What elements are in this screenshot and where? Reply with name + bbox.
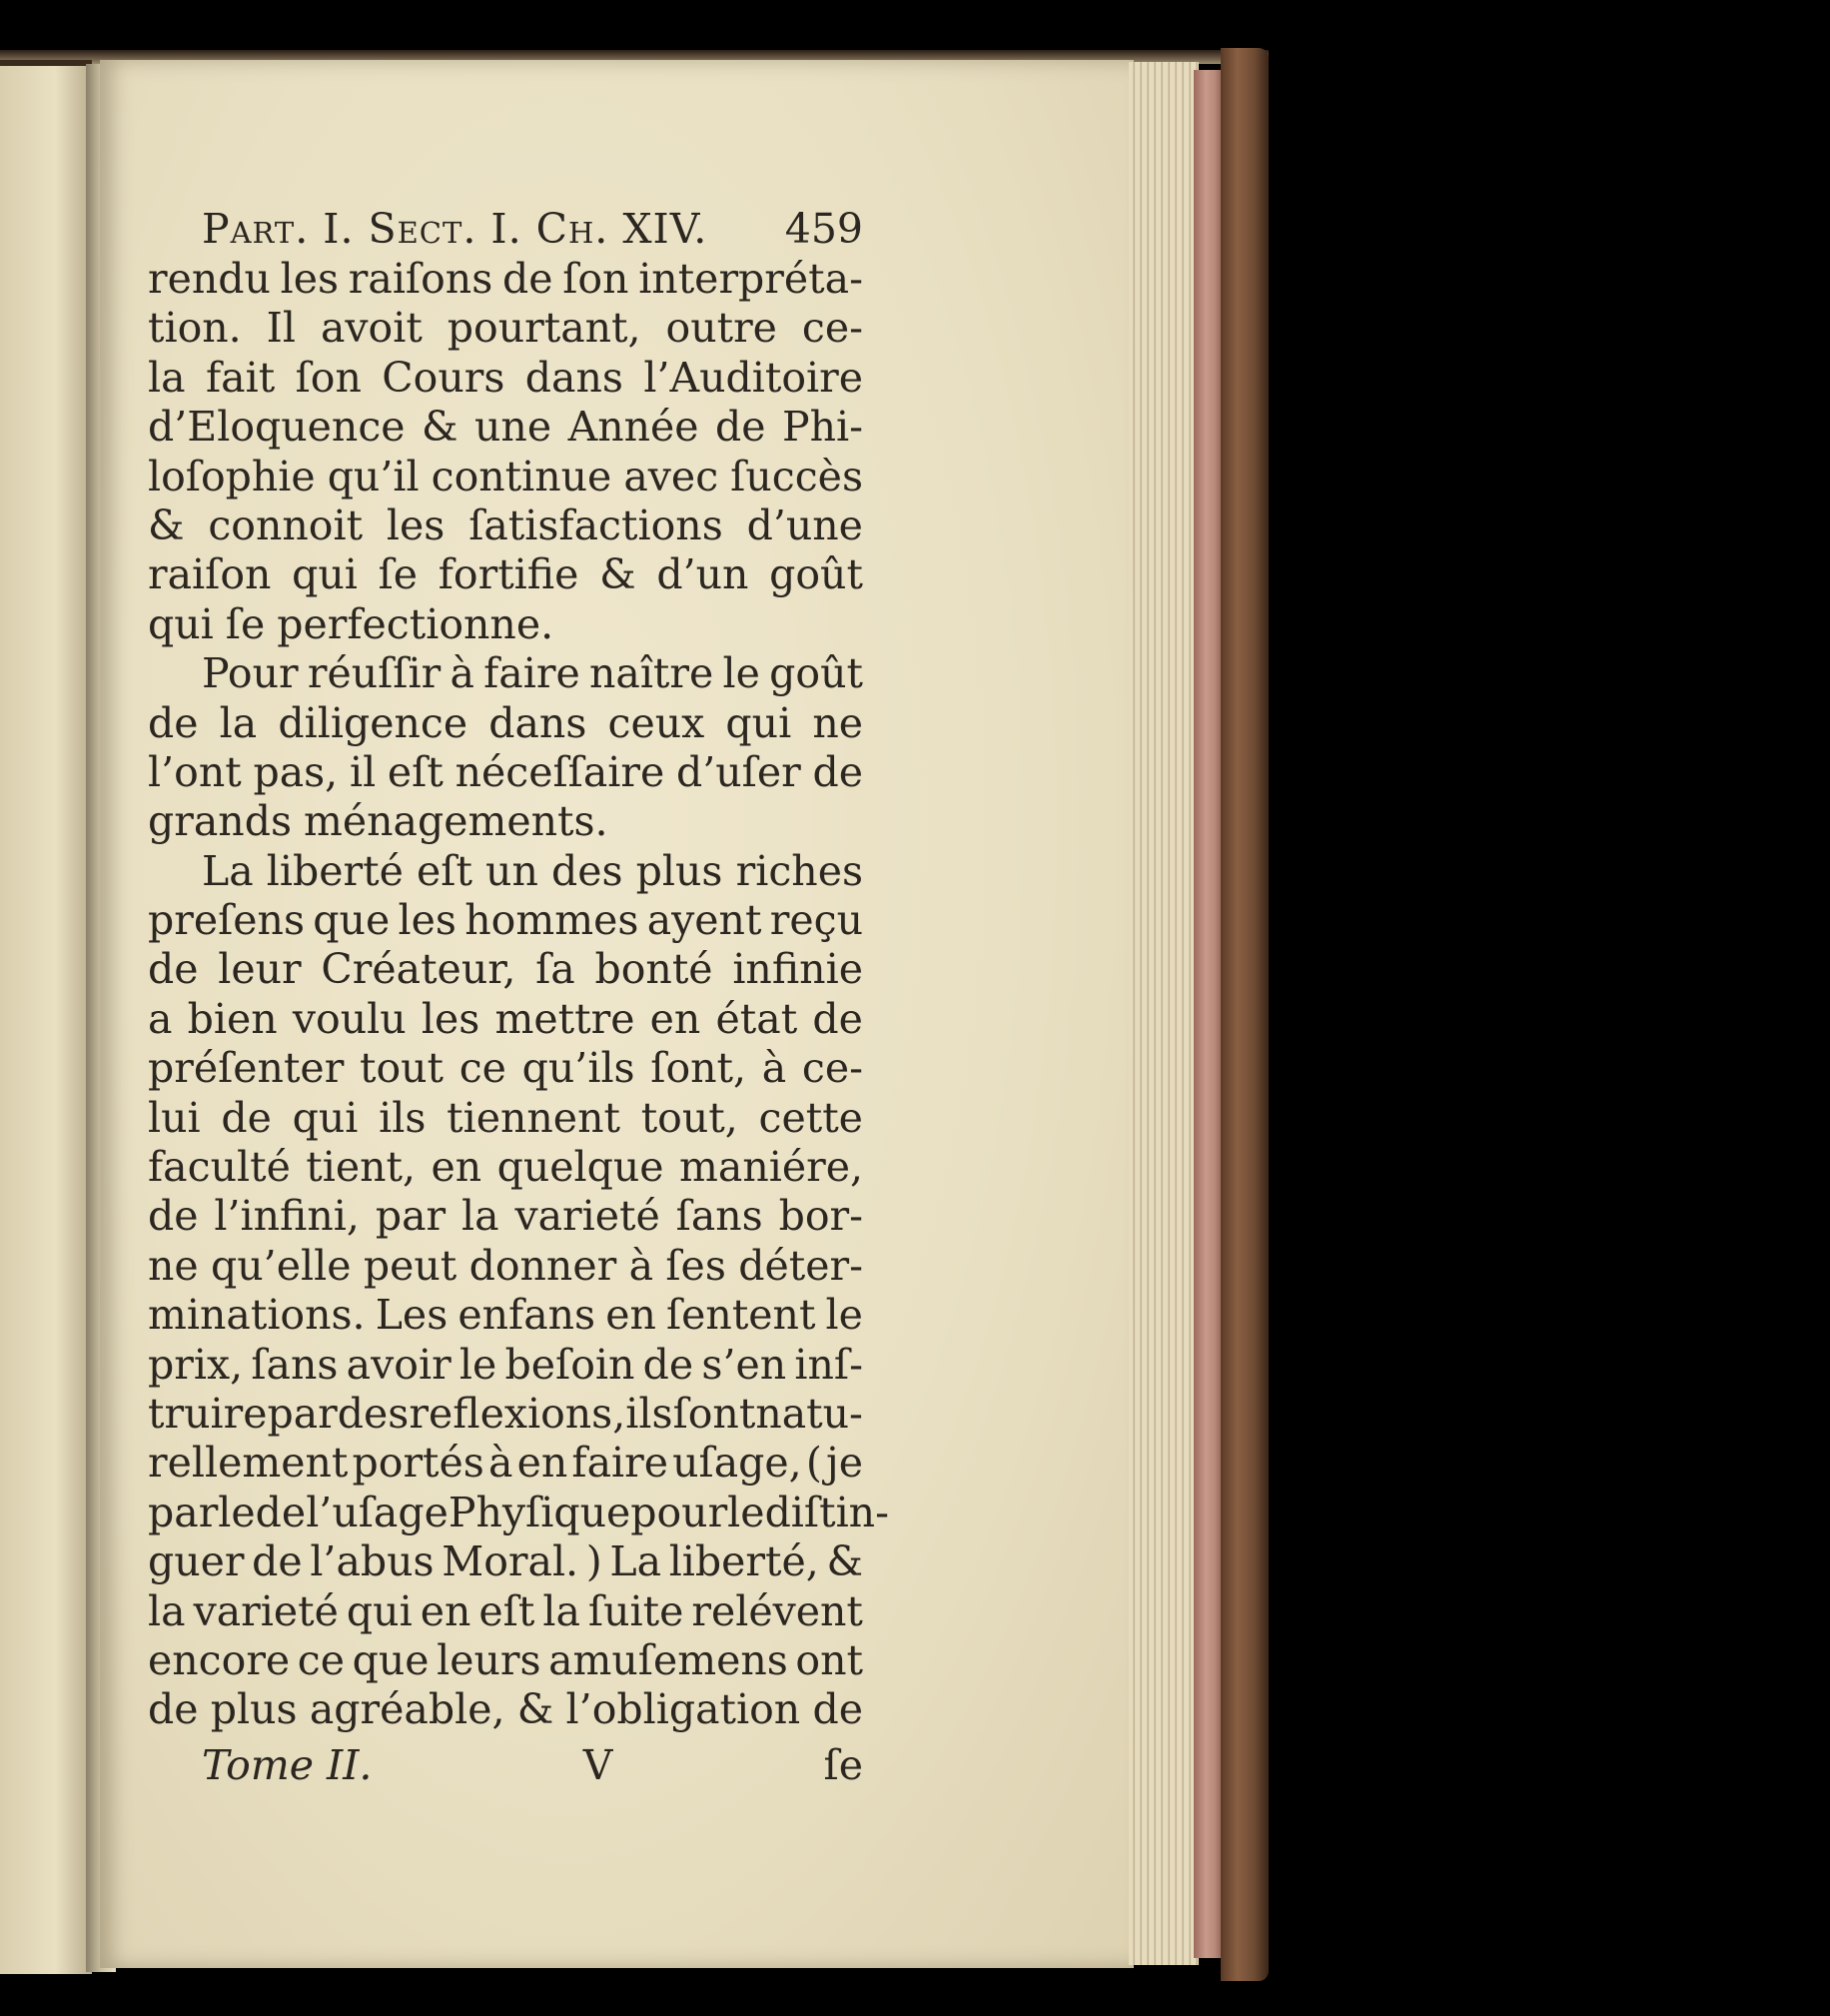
facing-page-edge <box>0 60 92 1974</box>
text-line: de l’infini, par la varieté ſans bor- <box>148 1192 863 1241</box>
text-line: minations. Les enfans en ſentent le <box>148 1291 863 1340</box>
text-line: & connoit les ſatisfactions d’une <box>148 501 863 549</box>
page-edges <box>1129 62 1199 1965</box>
text-line: faculté tient, en quelque maniére, <box>148 1143 863 1192</box>
text-line: La liberté eſt un des plus riches <box>202 846 863 895</box>
text-line: guer de l’abus Moral. ) La liberté, & <box>148 1537 863 1586</box>
text-line: lui de qui ils tiennent tout, cette <box>148 1093 863 1142</box>
text-line: a bien voulu les mettre en état de <box>148 994 863 1043</box>
running-head <box>148 205 863 253</box>
page-number: 459 <box>784 205 863 253</box>
text-line: tion. Il avoit pourtant, outre ce- <box>148 304 863 353</box>
text-line: de leur Créateur, ſa bonté infinie <box>148 945 863 994</box>
text-line: de plus agréable, & l’obligation de <box>148 1685 863 1734</box>
running-head-title: Part. I. Sect. I. Ch. XIV. <box>202 205 708 253</box>
volume-mark: Tome II. <box>202 1740 373 1789</box>
text-line: d’Eloquence & une Année de Phi- <box>148 403 863 452</box>
text-line: rellement portés à en faire uſage, ( je <box>148 1439 863 1488</box>
text-line: prix, ſans avoir le beſoin de s’en inſ- <box>148 1340 863 1389</box>
text-line: Pour réuſſir à faire naître le goût <box>202 649 863 698</box>
text-line: de la diligence dans ceux qui ne <box>148 698 863 747</box>
text-line: la varieté qui en eſt la ſuite relévent <box>148 1586 863 1635</box>
text-line: parle de l’uſage Phyſiquepour le diſtin- <box>148 1488 889 1536</box>
text-line: préſenter tout ce qu’ils ſont, à ce- <box>148 1044 863 1093</box>
text-line: rendu les raiſons de ſon interpréta- <box>148 255 863 303</box>
text-line: raiſon qui ſe fortifie & d’un goût <box>148 550 863 599</box>
text-line: grands ménagements. <box>148 797 608 846</box>
sprinkled-edge <box>1194 70 1224 1958</box>
text-line: qui ſe perfectionne. <box>148 599 554 648</box>
text-block <box>148 205 889 1791</box>
text-line: la fait ſon Cours dans l’Auditoire <box>148 353 863 402</box>
body-text <box>148 255 889 1735</box>
leather-cover <box>1221 48 1269 1981</box>
page-footer <box>148 1741 863 1791</box>
text-line: loſophie qu’il continue avec ſuccès <box>148 452 863 501</box>
text-line: ne qu’elle peut donner à ſes déter- <box>148 1241 863 1290</box>
text-line: encore ce que leurs amuſemens ont <box>148 1635 863 1684</box>
signature-mark: V <box>582 1740 613 1789</box>
text-line: preſens que les hommes ayent reçu <box>148 896 863 945</box>
text-line: truire par des reflexions, ils ſont natu- <box>148 1389 863 1438</box>
catchword: ſe <box>823 1740 863 1789</box>
text-line: l’ont pas, il eſt néceſſaire d’uſer de <box>148 747 863 796</box>
